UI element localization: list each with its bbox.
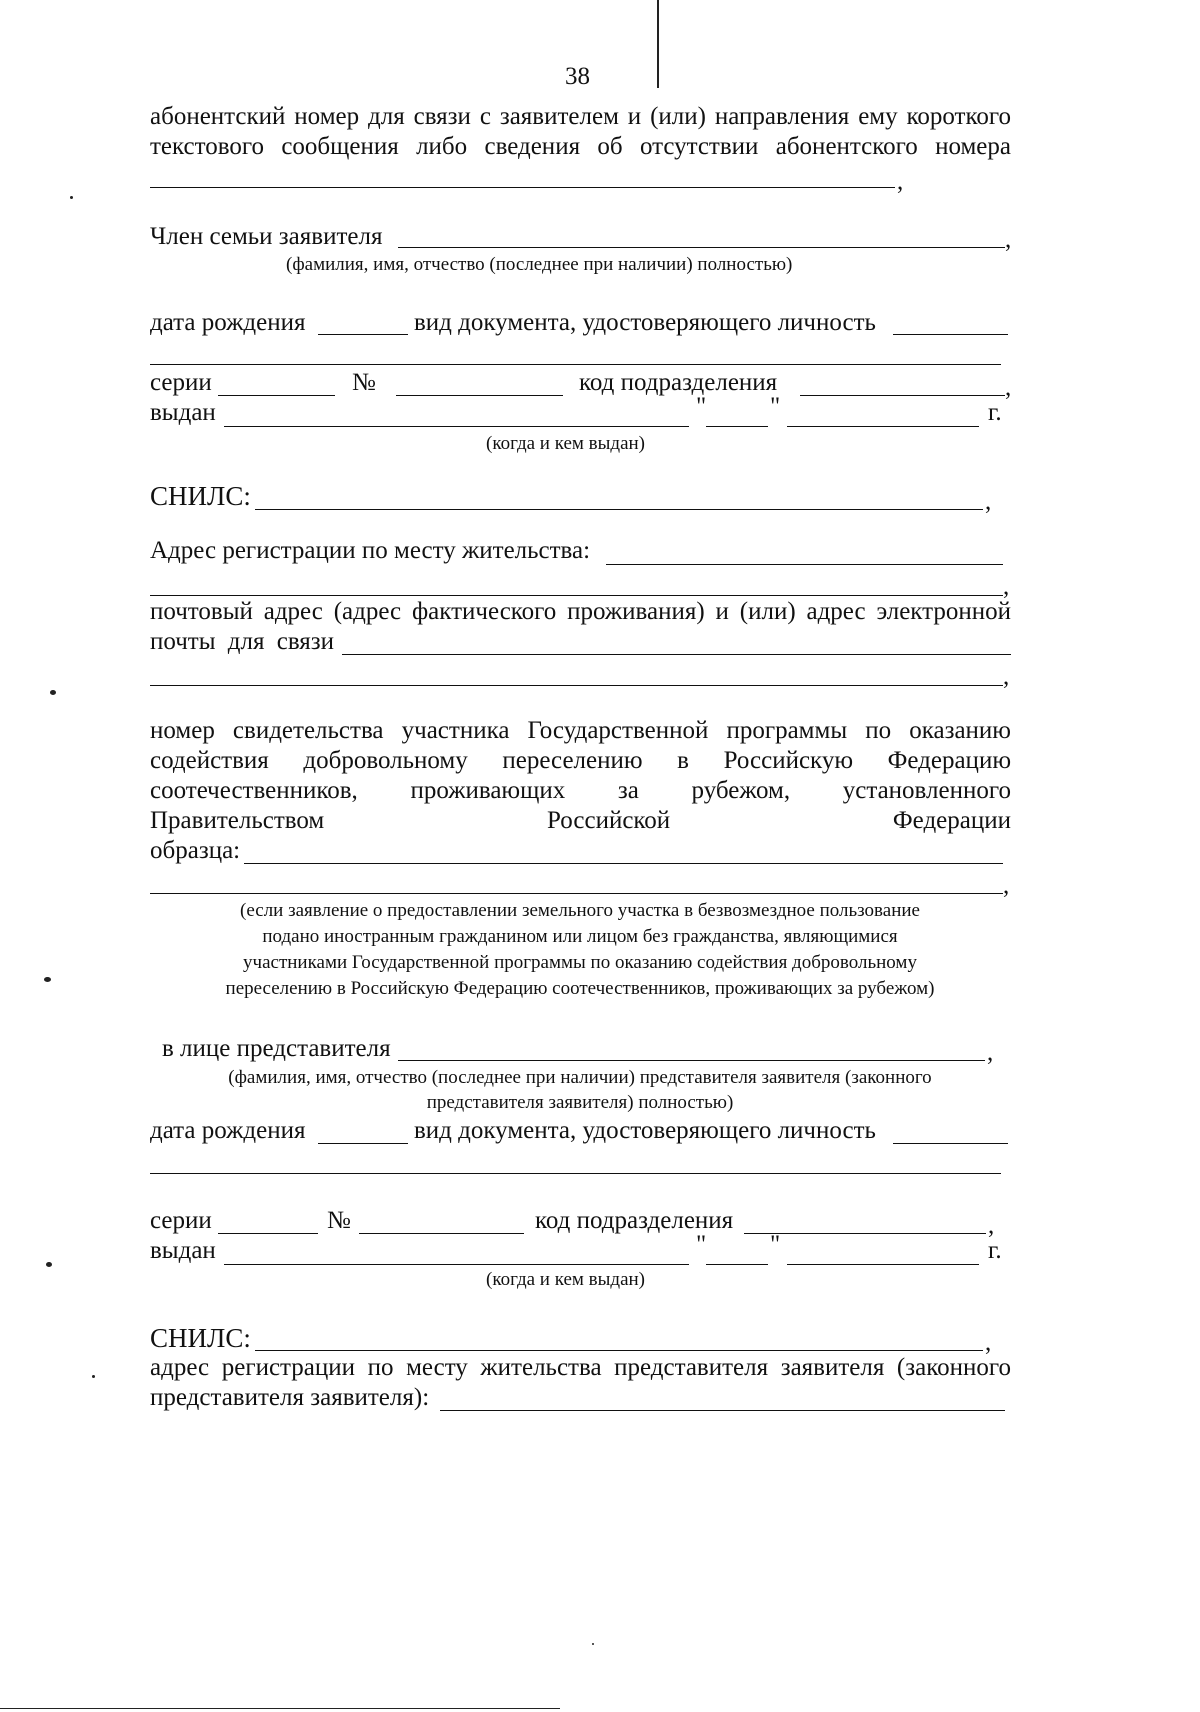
family-member-name-field[interactable] xyxy=(398,247,1005,248)
certificate-line-3: соотечественников, проживающих за рубежом, установленного xyxy=(150,777,1011,804)
document-number-field[interactable] xyxy=(396,395,563,396)
rep-birth-date-label: дата рождения xyxy=(150,1117,306,1144)
close-quote: " xyxy=(770,393,781,420)
comma: , xyxy=(985,1329,992,1356)
rep-document-number-field[interactable] xyxy=(359,1233,524,1234)
scan-speck xyxy=(46,1262,52,1267)
issued-caption: (когда и кем выдан) xyxy=(486,433,646,454)
snils-label: СНИЛС: xyxy=(150,481,251,511)
certificate-note-line-3: участниками Государственной программы по оказанию содействия добровольному xyxy=(243,952,917,973)
series-field[interactable] xyxy=(218,395,335,396)
scan-speck xyxy=(44,977,51,982)
phone-paragraph-line-1: абонентский номер для связи с заявителем и (или) направления ему короткого xyxy=(150,103,1011,130)
reg-address-field[interactable] xyxy=(606,564,1003,565)
comma: , xyxy=(897,168,904,195)
rep-year-suffix: г. xyxy=(988,1237,1002,1264)
scan-margin-line xyxy=(657,0,659,88)
certificate-number-field-continuation[interactable] xyxy=(150,893,1003,894)
representative-caption-line-2: представителя заявителя) полностью) xyxy=(426,1092,734,1113)
certificate-line-5: образца: xyxy=(150,837,241,864)
doc-type-field[interactable] xyxy=(893,334,1008,335)
rep-doc-type-field[interactable] xyxy=(893,1143,1008,1144)
division-code-field[interactable] xyxy=(800,395,1005,396)
comma: , xyxy=(985,488,992,515)
birth-date-label: дата рождения xyxy=(150,309,306,336)
certificate-note-line-1: (если заявление о предоставлении земельного участка в безвозмездное пользование xyxy=(240,900,920,921)
series-label: серии xyxy=(150,369,212,396)
scan-speck xyxy=(592,1643,594,1645)
open-quote: " xyxy=(696,393,707,420)
certificate-number-field[interactable] xyxy=(244,863,1003,864)
doc-type-field-continuation[interactable] xyxy=(150,364,1001,365)
issued-label: выдан xyxy=(150,399,216,426)
reg-address-label: Адрес регистрации по месту жительства: xyxy=(150,537,591,564)
rep-issued-caption: (когда и кем выдан) xyxy=(486,1269,646,1290)
rep-issued-by-field[interactable] xyxy=(224,1264,689,1265)
comma: , xyxy=(988,1212,995,1239)
comma: , xyxy=(1003,663,1010,690)
comma: , xyxy=(1005,226,1012,253)
comma: , xyxy=(1005,374,1012,401)
scan-speck xyxy=(50,690,56,695)
rep-doc-type-field-continuation[interactable] xyxy=(150,1173,1001,1174)
number-label: № xyxy=(352,369,376,396)
phone-paragraph-line-2: текстового сообщения либо сведения об отсутствии абонентского номера xyxy=(150,133,1011,160)
rep-reg-address-field[interactable] xyxy=(440,1410,1005,1411)
issue-day-field[interactable] xyxy=(706,426,768,427)
family-member-name-caption: (фамилия, имя, отчество (последнее при наличии) полностью) xyxy=(286,254,793,275)
doc-type-label: вид документа, удостоверяющего личность xyxy=(414,309,876,336)
snils-field[interactable] xyxy=(255,509,983,510)
postal-address-line-2: почты для связи xyxy=(150,628,335,655)
certificate-line-2: содействия добровольному переселению в Российскую Федерацию xyxy=(150,747,1011,774)
reg-address-field-continuation[interactable] xyxy=(150,595,1003,596)
issue-month-year-field[interactable] xyxy=(787,426,979,427)
rep-snils-field[interactable] xyxy=(255,1350,983,1351)
rep-division-code-label: код подразделения xyxy=(535,1207,734,1234)
certificate-line-4: Правительством Российской Федерации xyxy=(150,807,1011,834)
rep-division-code-field[interactable] xyxy=(744,1233,986,1234)
family-member-label: Член семьи заявителя xyxy=(150,223,383,250)
rep-open-quote: " xyxy=(696,1231,707,1258)
rep-birth-date-field[interactable] xyxy=(318,1143,408,1144)
scan-bottom-edge xyxy=(0,1708,560,1709)
phone-number-field[interactable] xyxy=(150,187,895,188)
year-suffix: г. xyxy=(988,399,1002,426)
representative-name-field[interactable] xyxy=(398,1060,985,1061)
representative-label: в лице представителя xyxy=(162,1035,391,1062)
certificate-note-line-2: подано иностранным гражданином или лицом без гражданства, являющимися xyxy=(262,926,898,947)
rep-reg-address-line-2: представителя заявителя): xyxy=(150,1384,430,1411)
comma: , xyxy=(1003,872,1010,899)
scan-speck xyxy=(92,1375,95,1378)
rep-series-field[interactable] xyxy=(218,1233,318,1234)
rep-series-label: серии xyxy=(150,1207,212,1234)
rep-issued-label: выдан xyxy=(150,1237,216,1264)
certificate-line-1: номер свидетельства участника Государственной программы по оказанию xyxy=(150,717,1011,744)
rep-close-quote: " xyxy=(770,1231,781,1258)
comma: , xyxy=(987,1039,994,1066)
representative-caption-line-1: (фамилия, имя, отчество (последнее при наличии) представителя заявителя (законного xyxy=(228,1067,932,1088)
birth-date-field[interactable] xyxy=(318,334,408,335)
rep-snils-label: СНИЛС: xyxy=(150,1323,251,1353)
postal-address-field-continuation[interactable] xyxy=(150,685,1003,686)
comma: , xyxy=(1003,573,1010,600)
rep-issue-month-year-field[interactable] xyxy=(787,1264,979,1265)
certificate-note-line-4: переселению в Российскую Федерацию соотечественников, проживающих за рубежом) xyxy=(225,978,935,999)
rep-number-label: № xyxy=(327,1207,351,1234)
postal-address-field[interactable] xyxy=(342,654,1011,655)
scan-speck xyxy=(70,196,73,199)
rep-reg-address-line-1: адрес регистрации по месту жительства представителя заявителя (законного xyxy=(150,1354,1011,1381)
issued-by-field[interactable] xyxy=(224,426,689,427)
page-number: 38 xyxy=(565,63,590,90)
rep-doc-type-label: вид документа, удостоверяющего личность xyxy=(414,1117,876,1144)
postal-address-line-1: почтовый адрес (адрес фактического проживания) и (или) адрес электронной xyxy=(150,598,1011,625)
rep-issue-day-field[interactable] xyxy=(706,1264,768,1265)
division-code-label: код подразделения xyxy=(579,369,778,396)
